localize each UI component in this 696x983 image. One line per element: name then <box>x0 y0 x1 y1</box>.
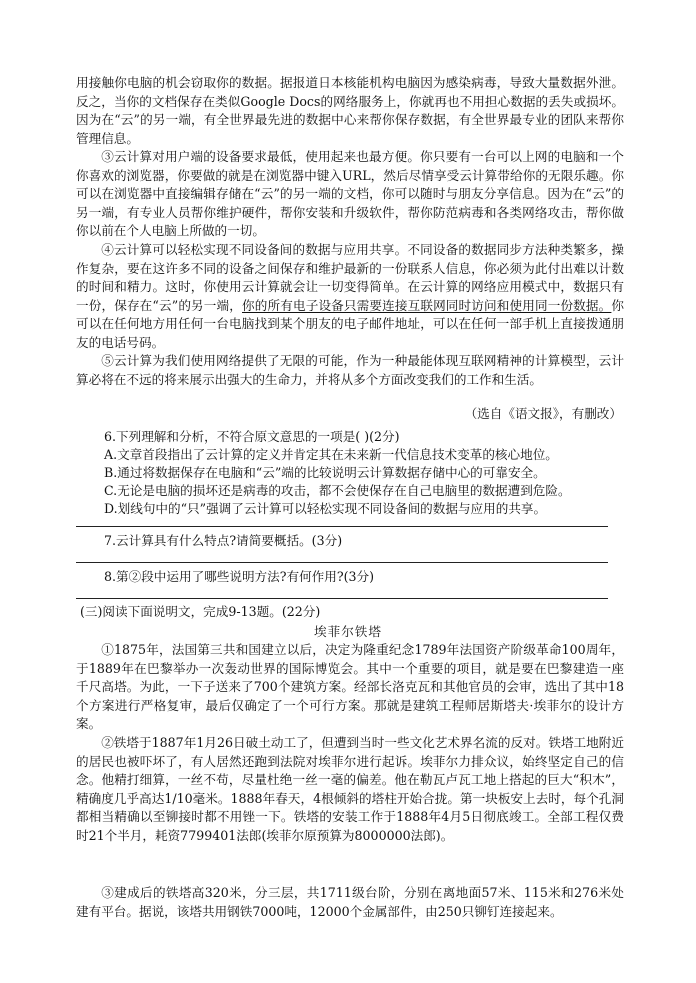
question-6-option-c: C.无论是电脑的损坏还是病毒的攻击，都不会使保存在自己电脑里的数据遭到危险。 <box>104 483 571 498</box>
paragraph-4-text-a: ④云计算可以轻松实现不同设备间的数据与应用共享。不同设备的数据同步方法种类繁多，操作复杂，要在这许多不同的设备之间保存和维护最新的一份联系人信息，你必须为此付出难以计数的时间和精力。这时，你使用云计算就会让一切变得简单。在云计算的网络应用模式中，数据只有一份，保存在“云”的另一端， <box>76 242 624 313</box>
question-8: 8.第②段中运用了哪些说明方法?有何作用?(3分) <box>104 569 375 584</box>
question-6-option-b: B.通过将数据保存在电脑和“云”端的比较说明云计算数据存储中心的可靠安全。 <box>104 465 546 480</box>
passage-paragraph-5: ⑤云计算为我们使用网络提供了无限的可能，作为一种最能体现互联网精神的计算模型，云计算必将在不远的将来展示出强大的生命力，并将从多个方面改变我们的工作和生活。 <box>76 353 624 387</box>
question-6: 6.下列理解和分析，不符合原文意思的一项是( )(2分) <box>104 429 400 444</box>
question-6-option-a: A.文章首段指出了云计算的定义并肯定其在未来新一代信息技术变革的核心地位。 <box>104 447 558 462</box>
article-title: 埃菲尔铁塔 <box>314 624 382 639</box>
passage-paragraph-4 <box>76 241 624 353</box>
passage-paragraph-2-continued: 用接触你电脑的机会窃取你的数据。据报道日本核能机构电脑因为感染病毒，导致大量数据外泄。反之，当你的文档保存在类似Google Docs的网络服务上，你就再也不用担心数据的丢失或损坏。因为在“云”的另一端，有全世界最先进的数据中心来帮你保存数据，有全世界最专业的团队来帮你管理信息。 <box>76 75 624 146</box>
article-paragraph-1: ①1875年，法国第三共和国建立以后，决定为隆重纪念1789年法国资产阶级革命100周年，于1889年在巴黎举办一次轰动世界的国际博览会。其中一个重要的项目，就是要在巴黎建造一座千尺高塔。为此，一下子送来了700个建筑方案。经部长洛克瓦和其他官员的会审，选出了其中18个方案进行严格复审，最后仅确定了一个可行方案。那就是建筑工程师居斯塔夫·埃菲尔的设计方案。 <box>76 642 624 732</box>
source-citation: （选自《语文报》，有删改） <box>464 406 622 421</box>
answer-line <box>76 598 608 599</box>
underlined-sentence: 你的所有电子设备只需要连接互联网同时访问和使用同一份数据。 <box>242 297 612 313</box>
section-3-heading: (三)阅读下面说明文，完成9-13题。(22分) <box>80 604 321 619</box>
question-6-option-d: D.划线句中的“只”强调了云计算可以轻松实现不同设备间的数据与应用的共享。 <box>104 501 547 516</box>
paragraph-4-text-b: 你可以在任何地方用任何一台电脑找到某个朋友的电子邮件地址，可以在任何一部手机上直接拨通朋友的电话号码。 <box>76 297 624 350</box>
passage-paragraph-3: ③云计算对用户端的设备要求最低，使用起来也最方便。你只要有一台可以上网的电脑和一个你喜欢的浏览器，你要做的就是在浏览器中键入URL，然后尽情享受云计算带给你的无限乐趣。你可以在浏览器中直接编辑存储在“云”的另一端的文档，你可以随时与朋友分享信息。因为在“云”的另一端，有专业人员帮你维护硬件，帮你安装和升级软件，帮你防范病毒和各类网络攻击，帮你做你以前在个人电脑上所做的一切。 <box>76 149 624 239</box>
answer-line <box>76 526 608 527</box>
article-paragraph-2: ②铁塔于1887年1月26日破土动工了，但遭到当时一些文化艺术界名流的反对。铁塔工地附近的居民也被吓坏了，有人居然还跑到法院对埃菲尔进行起诉。埃菲尔力排众议，始终坚定自己的信念。他精打细算，一丝不苟，尽量杜绝一丝一毫的偏差。他在勒瓦卢瓦工地上搭起的巨大“积木”，精确度几乎高达1/10毫米。1888年春天，4根倾斜的塔柱开始合拢。第一块板安上去时，每个孔洞都相当精确以至铆接时都不用锉一下。铁塔的安装工作于1888年4月5日彻底竣工。全部工程仅费时21个半月，耗资7799401法郎(埃菲尔原预算为8000000法郎)。 <box>76 735 624 843</box>
answer-line <box>76 562 608 563</box>
article-paragraph-3: ③建成后的铁塔高320米，分三层，共1711级台阶，分别在离地面57米、115米和276米处建有平台。据说，该塔共用钢铁7000吨，12000个金属部件，由250只铆钉连接起来。 <box>76 885 624 919</box>
question-7: 7.云计算具有什么特点?请简要概括。(3分) <box>104 533 343 548</box>
